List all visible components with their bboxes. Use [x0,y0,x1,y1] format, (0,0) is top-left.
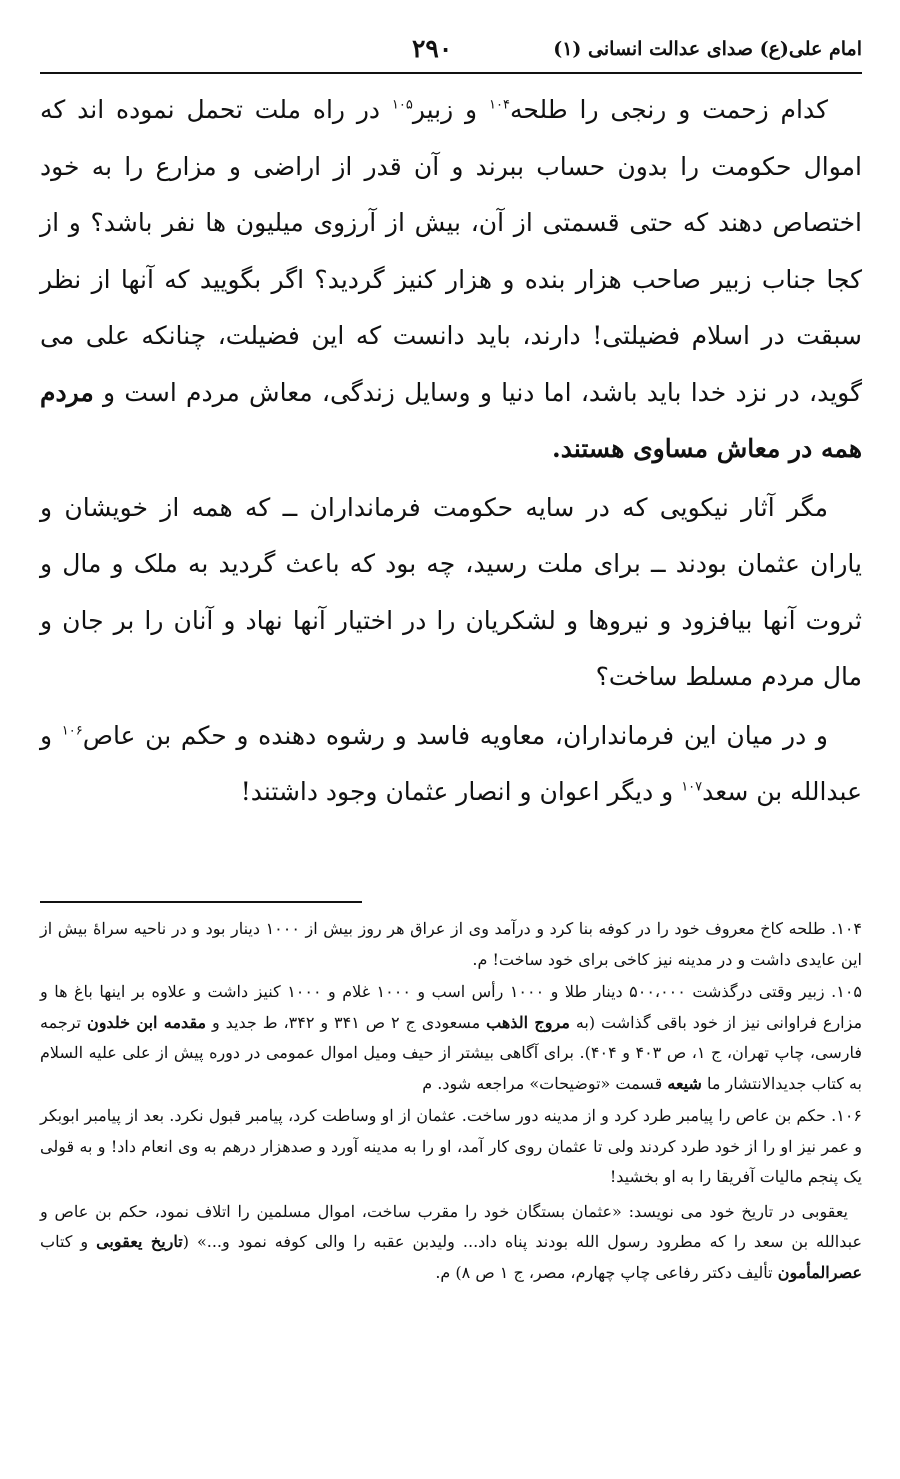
header-rule [40,72,862,74]
paragraph-1-part-c: در راه ملت تحمل نموده اند که اموال حکومت را بدون حساب ببرند و آن قدر از اراضی و مزارع را به خود اختصاص دهند که حتی قسمتی از آن، بیش از آرزوی میلیون ها نفر باشد؟ و از کجا جناب زبیر صاحب هزار بنده و هزار کنیز گردید؟ اگر بگویید که آنها از نظر سبقت در اسلام فضیلتی! دارند، باید دانست که این فضیلت، چنانکه علی می گوید، در نزد خدا باید باشد، اما دنیا و وسایل زندگی، معاش مردم است و [40,95,862,407]
paragraph-1-part-a: کدام زحمت و رنجی را طلحه [509,95,828,124]
footnote-105-source-muruj: مروج الذهب [486,1012,570,1032]
footnote-105-source-khaldun: مقدمه ابن خلدون [86,1012,207,1032]
footnote-105-text-a: زبیر وقتی درگذشت ۵۰۰،۰۰۰ دینار طلا و ۱۰۰۰ رأس اسب و ۱۰۰۰ غلام و ۱۰۰۰ کنیز داشت و علاوه بر اینها باغ ها و مزارع فراوانی نیز از خود باقی گذاشت (به [40,982,863,1032]
footnote-106-end: تألیف دکتر رفاعی چاپ چهارم، مصر، ج ۱ ص ۸) م. [435,1262,778,1282]
footnote-105-source-shia: شیعه [667,1073,702,1093]
footnote-ref-104: ۱۰۴ [488,97,510,113]
paragraph-2: مگر آثار نیکویی که در سایه حکومت فرمانداران ــ که همه از خویشان و یاران عثمان بودند ــ برای ملت رسید، چه بود که باعث گردید به ملک و مال و ثروت آنها بیافزود و نیروها و لشکریان را در اختیار آنها نهاد و آنان را بر جان و مال مردم مسلط ساخت؟ [40,492,862,691]
footnote-105-text-e: ترجمه فارسی، چاپ تهران، ج ۱، ص ۴۰۳ و ۴۰۴). برای آگاهی بیشتر از حیف ومیل اموال عمومی در دوره پیش از علی علیه السلام به کتاب جدیدالانتشار ما [40,1012,862,1093]
page-number: ۲۹۰ [412,34,453,63]
footnote-104 [40,914,862,975]
footnote-106-number: ۱۰۶. [831,1106,862,1125]
footnote-106-quote: یعقوبی در تاریخ خود می نویسد: «عثمان بستگان خود را مقرب ساخت، اموال مسلمین را اتلاف نمود، حکم بن عاص و عبدالله بن سعد را که مطرود رسول الله بودند پناه داد... ولیدبن عقبه را والی کوفه نمود و...» ( [40,1201,863,1251]
footnote-105 [40,977,862,1099]
page-header [40,34,862,70]
footnote-ref-107: ۱۰۷ [681,779,703,795]
running-title: امام علی(ع) صدای عدالت انسانی (۱) [553,38,862,60]
footnote-ref-105: ۱۰۵ [391,97,413,113]
footnote-separator [40,901,362,903]
paragraph-1-bold-conclusion: مردم همه در معاش مساوی هستند. [40,377,862,463]
footnote-105-number: ۱۰۵. [831,982,862,1001]
footnote-106-source-mamun: عصرالمأمون [777,1262,862,1282]
body-text [40,82,862,821]
footnote-ref-106: ۱۰۶ [61,723,83,739]
footnote-106 [40,1101,862,1193]
footnote-104-text: طلحه کاخ معروف خود را در کوفه بنا کرد و درآمد وی از عراق هر روز بیش از ۱۰۰۰ دینار بود و در ناحیه سراهٔ بیش از این عایدی داشت و در مدینه نیز کاخی برای خود ساخت! م. [40,919,862,969]
paragraph-3 [40,708,862,821]
book-page [40,0,862,1479]
paragraph-3-part-c: و دیگر اعوان و انصار عثمان وجود داشتند! [240,777,682,806]
paragraph-3-part-b: و عبدالله بن سعد [40,720,862,806]
paragraph-1 [40,82,862,478]
footnote-106-source-yaqubi: تاریخ یعقوبی [96,1232,183,1251]
footnote-105-text-c: مسعودی ج ۲ ص ۳۴۱ و ۳۴۲، ط جدید و [206,1012,487,1032]
footnote-104-number: ۱۰۴. [831,919,863,938]
footnote-106-mid: و کتاب [40,1232,97,1251]
paragraph-1-part-b: و زبیر [412,95,489,124]
paragraph-3-part-a: و در میان این فرمانداران، معاویه فاسد و رشوه دهنده و حکم بن عاص [82,720,828,750]
footnote-106-continuation [40,1197,862,1289]
footnote-105-text-g: قسمت «توضیحات» مراجعه شود. م [422,1073,668,1093]
footnotes [40,914,862,1288]
footnote-106-text: حکم بن عاص را پیامبر طرد کرد و از مدینه دور ساخت. عثمان از او وساطت کرد، پیامبر قبول نکرد. بعد از پیامبر ابوبکر و عمر نیز او را از خود طرد کردند ولی تا عثمان روی کار آمد، او را به مدینه آورد و صدهزار درهم به وی انعام داد! و به قولی یک پنجم مالیات آفریقا را به او بخشید! [40,1106,862,1186]
